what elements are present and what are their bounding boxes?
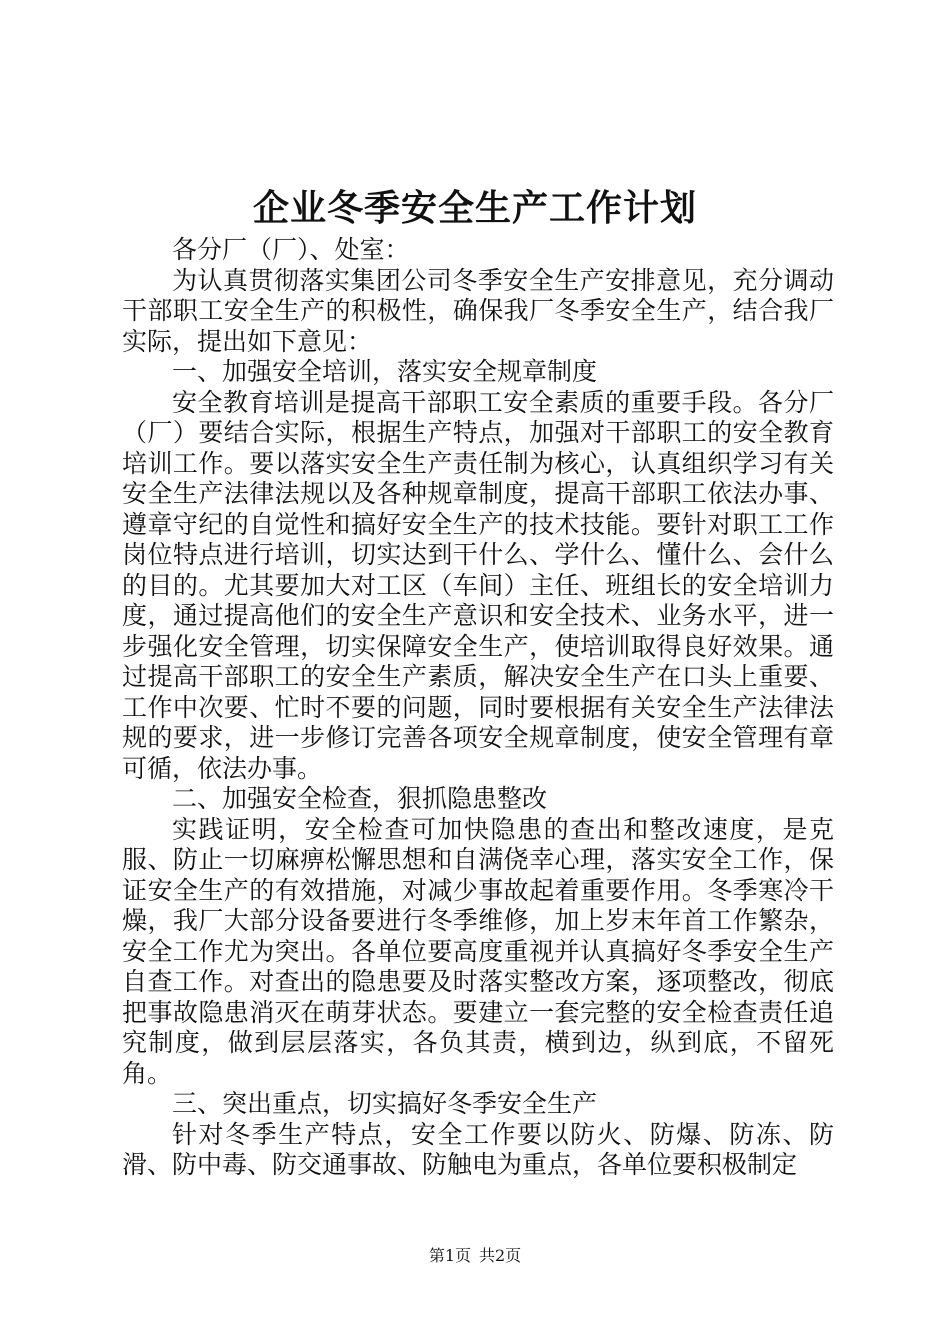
intro-paragraph: 为认真贯彻落实集团公司冬季安全生产安排意见，充分调动干部职工安全生产的积极性，确保我厂冬季安全生产，结合我厂实际，提出如下意见： — [122, 265, 834, 356]
section-body-3: 针对冬季生产特点，安全工作要以防火、防爆、防冻、防滑、防中毒、防交通事故、防触电为重点，各单位要积极制定 — [122, 1119, 834, 1179]
section-body-2: 实践证明，安全检查可加快隐患的查出和整改速度，是克服、防止一切麻痹松懈思想和自满侥幸心理，落实安全工作，保证安全生产的有效措施，对减少事故起着重要作用。冬季寒冷干燥，我厂大部分设备要进行冬季维修，加上岁末年首工作繁杂，安全工作尤为突出。各单位要高度重视并认真搞好冬季安全生产自查工作。对查出的隐患要及时落实整改方案，逐项整改，彻底把事故隐患消灭在萌芽状态。要建立一套完整的安全检查责任追究制度，做到层层落实，各负其责，横到边，纵到底，不留死角。 — [122, 814, 834, 1088]
section-heading-2: 二、加强安全检查，狠抓隐患整改 — [172, 784, 548, 813]
salutation: 各分厂（厂）、处室： — [172, 235, 410, 264]
document-body — [122, 235, 834, 1181]
section-heading-3: 三、突出重点，切实搞好冬季安全生产 — [172, 1089, 598, 1118]
section-body-1: 安全教育培训是提高干部职工安全素质的重要手段。各分厂（厂）要结合实际，根据生产特点，加强对干部职工的安全教育培训工作。要以落实安全生产责任制为核心，认真组织学习有关安全生产法律法规以及各种规章制度，提高干部职工依法办事、遵章守纪的自觉性和搞好安全生产的技术技能。要针对职工工作岗位特点进行培训，切实达到干什么、学什么、懂什么、会什么的目的。尤其要加大对工区（车间）主任、班组长的安全培训力度，通过提高他们的安全生产意识和安全技术、业务水平，进一步强化安全管理，切实保障安全生产，使培训取得良好效果。通过提高干部职工的安全生产素质，解决安全生产在口头上重要、工作中次要、忙时不要的问题，同时要根据有关安全生产法律法规的要求，进一步修订完善各项安全规章制度，使安全管理有章可循，依法办事。 — [122, 387, 834, 783]
section-heading-1: 一、加强安全培训，落实安全规章制度 — [172, 357, 598, 386]
page-total: 共2页 — [479, 1246, 522, 1265]
page-footer — [0, 1244, 950, 1268]
page-number: 第1页 — [428, 1246, 471, 1265]
document-title: 企业冬季安全生产工作计划 — [252, 187, 697, 229]
